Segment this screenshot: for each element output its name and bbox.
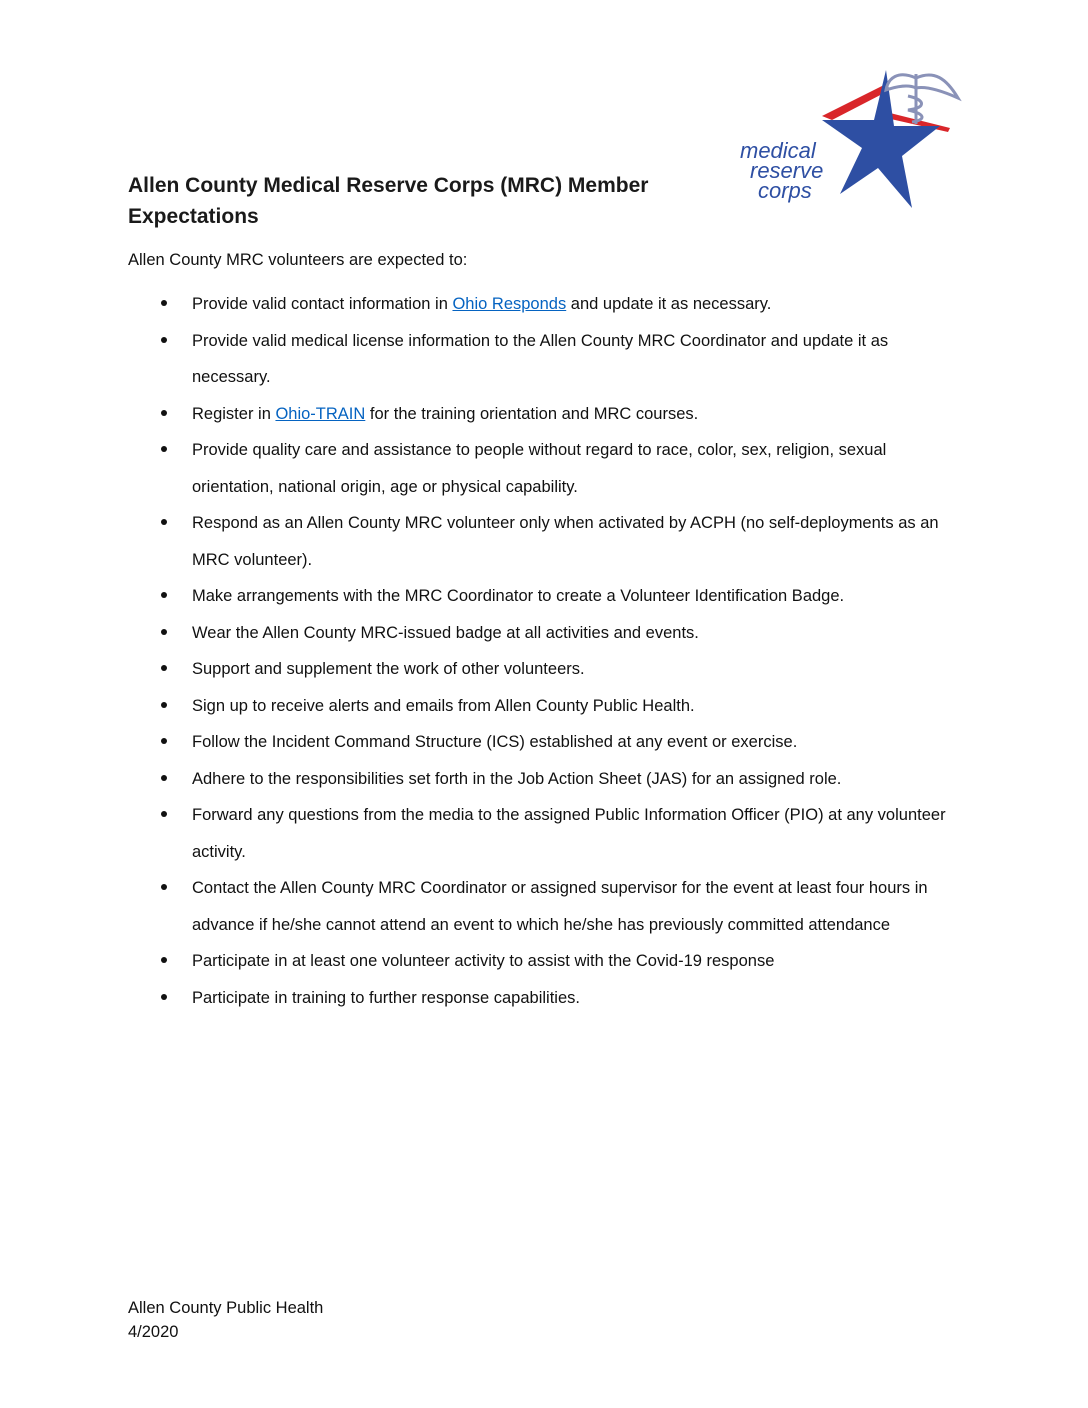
list-item xyxy=(160,615,960,652)
list-item xyxy=(160,432,960,505)
item-text: Provide valid contact information in xyxy=(192,295,453,313)
list-item xyxy=(160,396,960,433)
list-item xyxy=(160,870,960,943)
list-item xyxy=(160,688,960,725)
list-item xyxy=(160,505,960,578)
mrc-logo xyxy=(736,64,962,214)
list-item xyxy=(160,323,960,396)
item-text: Contact the Allen County MRC Coordinator or assigned supervisor for the event at least four hours in advance if he/she cannot attend an event to which he/she has previously committed attendance xyxy=(192,879,928,934)
item-text: Participate in at least one volunteer activity to assist with the Covid-19 response xyxy=(192,952,775,970)
ohio-responds-link[interactable]: Ohio Responds xyxy=(452,295,567,313)
ohio-train-link[interactable]: Ohio-TRAIN xyxy=(275,404,366,423)
item-text: Forward any questions from the media to the assigned Public Information Officer (PIO) at any volunteer activity. xyxy=(192,806,946,861)
item-text: Adhere to the responsibilities set forth in the Job Action Sheet (JAS) for an assigned role. xyxy=(192,769,842,788)
logo-word-reserve: reserve xyxy=(750,158,824,183)
item-text: Participate in training to further response capabilities. xyxy=(192,988,580,1007)
list-item xyxy=(160,943,960,980)
list-item xyxy=(160,286,960,323)
item-text: and update it as necessary. xyxy=(566,295,772,313)
footer-org: Allen County Public Health xyxy=(128,1299,324,1317)
list-item xyxy=(160,761,960,798)
logo-word-corps: corps xyxy=(758,178,812,203)
intro-text: Allen County MRC volunteers are expected to: xyxy=(128,251,468,269)
list-item xyxy=(160,980,960,1017)
list-item xyxy=(160,578,960,615)
item-text: Provide quality care and assistance to people without regard to race, color, sex, religion, sexual orientation, national origin, age or physical capability. xyxy=(192,441,887,496)
item-text: Register in xyxy=(192,404,276,423)
item-text: Wear the Allen County MRC-issued badge at all activities and events. xyxy=(192,623,699,642)
item-text: Make arrangements with the MRC Coordinator to create a Volunteer Identification Badge. xyxy=(192,587,845,605)
expectations-list xyxy=(160,286,960,1016)
list-item xyxy=(160,651,960,688)
item-text: Follow the Incident Command Structure (ICS) established at any event or exercise. xyxy=(192,733,798,751)
list-item xyxy=(160,724,960,761)
item-text: Support and supplement the work of other volunteers. xyxy=(192,660,585,678)
document-title: Allen County Medical Reserve Corps (MRC) Member Expectations xyxy=(128,174,649,228)
logo-word-medical: medical xyxy=(740,138,816,163)
item-text: Provide valid medical license information to the Allen County MRC Coordinator and update it as necessary. xyxy=(192,331,889,386)
footer-date: 4/2020 xyxy=(128,1323,179,1341)
item-text: Sign up to receive alerts and emails from Allen County Public Health. xyxy=(192,696,695,715)
item-text: for the training orientation and MRC courses. xyxy=(365,404,699,423)
item-text: Respond as an Allen County MRC volunteer only when activated by ACPH (no self-deployments as an MRC volunteer). xyxy=(192,514,939,569)
footer xyxy=(128,1296,323,1344)
list-item xyxy=(160,797,960,870)
